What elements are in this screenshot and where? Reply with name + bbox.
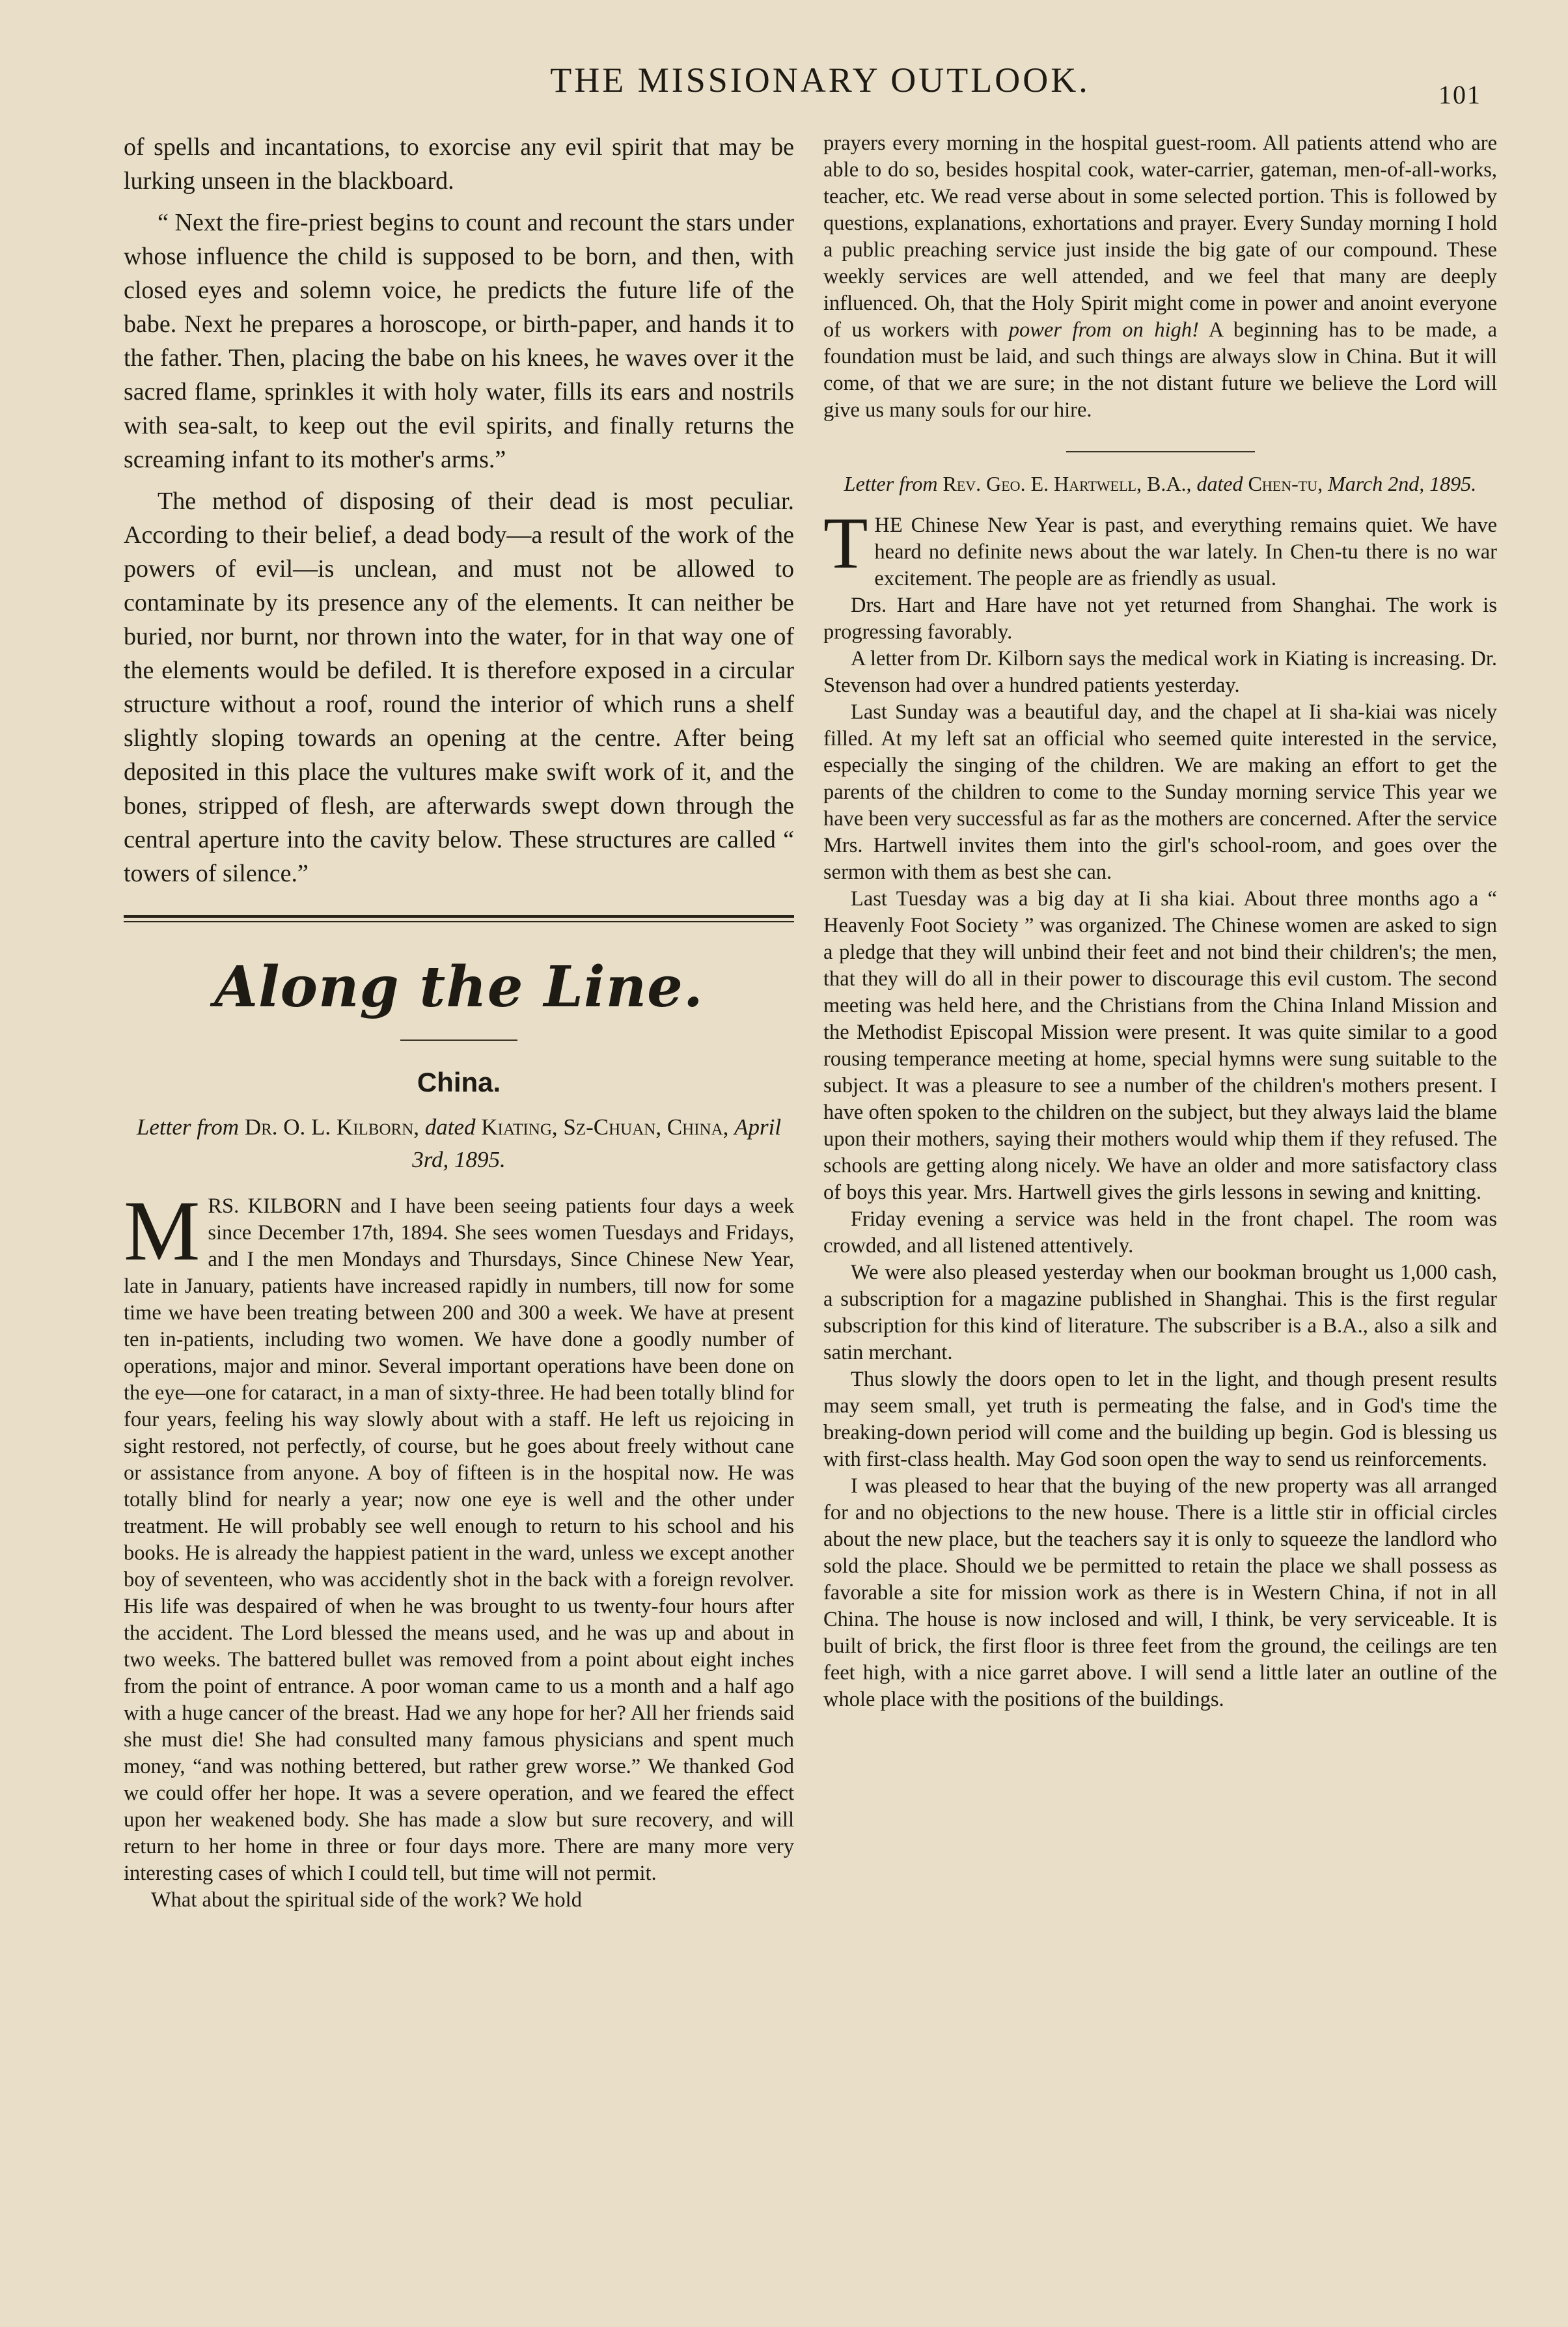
drop-cap: M	[124, 1183, 200, 1278]
page-header	[0, 60, 1568, 112]
letter-heading	[124, 1111, 794, 1176]
left-column-article-end	[124, 130, 794, 890]
paragraph: What about the spiritual side of the work? We hold	[151, 1888, 582, 1912]
paragraph: THE Chinese New Year is past, and everything remains quiet. We have heard no definite news about the war lately. In Chen-tu there is no war excitement. The people are as friendly as usual.	[823, 503, 1497, 590]
paragraph: Last Sunday was a beautiful day, and the chapel at Ii sha-kiai was nicely filled. At my left sat an official who seemed quite interested in the service, especially the singing of the children. We are making an effort to get the parents of the children to come to the Sunday morning service This year we have been very successful as far as the mothers are concerned. After the service Mrs. Hartwell invites them into the girl's school-room, and goes over the sermon with them as best she can.	[823, 700, 1497, 884]
left-column	[124, 130, 794, 2288]
sub-heading: China.	[417, 1067, 501, 1097]
letter-intro: Letter from	[136, 1114, 240, 1140]
paragraph: We were also pleased yesterday when our bookman brought us 1,000 cash, a subscription for a magazine published in Shanghai. This is the first regular subscription for this kind of literature. The subscriber is a B.A., also a silk and satin merchant.	[823, 1261, 1497, 1364]
paragraph: The method of disposing of their dead is most peculiar. According to their belief, a dead body—a result of the work of the powers of evil—is unclean, and must not be allowed to contaminate by its presence any of the elements. It can neither be buried, nor burnt, nor thrown into the water, for in that way one of the elements would be defiled. It is therefore exposed in a circular structure without a roof, round the interior of which runs a shelf slightly sloping towards an opening at the centre. After being deposited in this place the vultures make swift work of it, and the bones, stripped of flesh, are afterwards swept down through the central aperture into the cavity below. These structures are called “ towers of silence.”	[124, 488, 794, 887]
paragraph: of spells and incantations, to exorcise any evil spirit that may be lurking unseen in the blackboard.	[124, 133, 794, 195]
short-divider	[400, 1040, 517, 1041]
letter-intro: Letter from	[844, 472, 938, 495]
short-divider	[1066, 451, 1255, 452]
letter-dated: dated	[1196, 472, 1243, 495]
letter-author: Rev. Geo. E. Hartwell, B.A.,	[942, 472, 1192, 495]
section-heading: Along the Line.	[214, 954, 704, 1020]
right-letter-body	[823, 503, 1497, 1713]
letter-heading	[823, 469, 1497, 498]
paragraph: I was pleased to hear that the buying of the new property was all arranged for and no objections to the new house. There is a little stir in official circles about the new place, but the teachers say it is only to squeeze the landlord who sold the place. Should we be permitted to retain the place we shall possess as favorable a site for mission work as there is in Western China, if not in all China. The house is now inclosed and will, I think, be very serviceable. It is built of brick, the first floor is three feet from the ground, the ceilings are ten feet high, with a nice garret above. I will send a little later an outline of the whole place with the positions of the buildings.	[823, 1474, 1497, 1711]
paragraph: Friday evening a service was held in the front chapel. The room was crowded, and all listened attentively.	[823, 1207, 1497, 1258]
page-number: 101	[1438, 80, 1481, 109]
letter-author: Dr. O. L. Kilborn,	[244, 1114, 420, 1140]
paragraph: “ Next the fire-priest begins to count and recount the stars under whose influence the child is supposed to be born, and then, with closed eyes and solemn voice, he predicts the future life of the babe. Next he prepares a horoscope, or birth-paper, and hands it to the father. Then, placing the babe on his knees, he waves over it the sacred flame, sprinkles it with holy water, fills its ears and nostrils with sea-salt, to keep out the evil spirits, and finally returns the screaming infant to its mother's arms.”	[124, 209, 794, 473]
letter-date: March 2nd, 1895.	[1328, 472, 1477, 495]
letter-place: Kiating, Sz-Chuan, China,	[481, 1114, 729, 1140]
section-divider	[124, 915, 794, 922]
paragraph: A letter from Dr. Kilborn says the medical work in Kiating is increasing. Dr. Stevenson had over a hundred patients yesterday.	[823, 647, 1497, 697]
running-title: THE MISSIONARY OUTLOOK.	[550, 61, 1090, 100]
left-letter-body	[124, 1183, 794, 1914]
right-column-letter-end	[823, 130, 1497, 424]
paragraph: Drs. Hart and Hare have not yet returned from Shanghai. The work is progressing favorably.	[823, 594, 1497, 644]
right-column	[823, 130, 1497, 2288]
drop-cap: T	[823, 503, 868, 584]
paragraph: Last Tuesday was a big day at Ii sha kiai. About three months ago a “ Heavenly Foot Society ” was organized. The Chinese women are asked to sign a pledge that they will unbind their feet and not bind their children's; the men, that they will do all in their power to discourage this evil custom. The second meeting was held here, and the Christians from the China Inland Mission and the Methodist Episcopal Mission were present. It was quite similar to a good rousing temperance meeting at home, special hymns were sung suitable to the subject. It was a pleasure to see a number of the children's mothers present. I have often spoken to the children on the subject, but they always laid the blame upon their mothers, saying their mothers would whip them if they refused. The schools are getting along nicely. We have an older and more satisfactory class of boys this year. Mrs. Hartwell gives the girls lessons in sewing and knitting.	[823, 887, 1497, 1204]
letter-date: April 3rd, 1895.	[412, 1114, 782, 1172]
paragraph: Thus slowly the doors open to let in the light, and though present results may seem small, yet truth is permeating the false, and in God's time the breaking-down period will come and the building up begin. God is blessing us with first-class health. May God soon open the way to send us reinforcements.	[823, 1368, 1497, 1471]
letter-place: Chen-tu,	[1248, 472, 1323, 495]
paragraph: MRS. KILBORN and I have been seeing patients four days a week since December 17th, 1894. She sees women Tuesdays and Fridays, and I the men Mondays and Thursdays, Since Chinese New Year, late in January, patients have increased rapidly in numbers, till now for some time we have been treating between 200 and 300 a week. We have at present ten in-patients, including two women. We have done a goodly number of operations, major and minor. Several important operations have been done on the eye—one for cataract, in a man of sixty-three. He had been totally blind for four years, feeling his way slowly about with a staff. He left us rejoicing in sight restored, not perfectly, of course, but he goes about freely without cane or assistance from anyone. A boy of fifteen is in the hospital now. He was totally blind for nearly a year; now one eye is well and the other under treatment. He will probably see well enough to return to his school and his books. He is already the happiest patient in the ward, unless we except another boy of seventeen, who was accidently shot in the back with a foreign revolver. His life was despaired of when he was brought to us twenty-four hours after the accident. The Lord blessed the means used, and he was up and about in two weeks. The battered bullet was removed from a point about eight inches from the point of entrance. A poor woman came to us a month and a half ago with a huge cancer of the breast. Had we any hope for her? All her friends said she must die! She had consulted many famous physicians and spent much money, “and was nothing bettered, but rather grew worse.” We thanked God we could offer her hope. It was a severe operation, and we feared the effect upon her weakened body. She has made a slow but sure recovery, and will return to her home in three or four days more. There are many more very interesting cases of which I could tell, but time will not permit.	[124, 1183, 794, 1885]
paragraph: prayers every morning in the hospital guest-room. All patients attend who are able to do so, besides hospital cook, water-carrier, gateman, men-of-all-works, teacher, etc. We read verse about in some selected portion. This is followed by questions, explanations, exhortations and prayer. Every Sunday morning I hold a public preaching service just inside the big gate of our compound. These weekly services are well attended, and we feel that many are deeply influenced. Oh, that the Holy Spirit might come in power and anoint everyone of us workers with power from on high! A beginning has to be made, a foundation must be laid, and such things are always slow in China. But it will come, of that we are sure; in the not distant future we believe the Lord will give us many souls for our hire.	[823, 131, 1498, 422]
letter-dated: dated	[424, 1114, 476, 1140]
